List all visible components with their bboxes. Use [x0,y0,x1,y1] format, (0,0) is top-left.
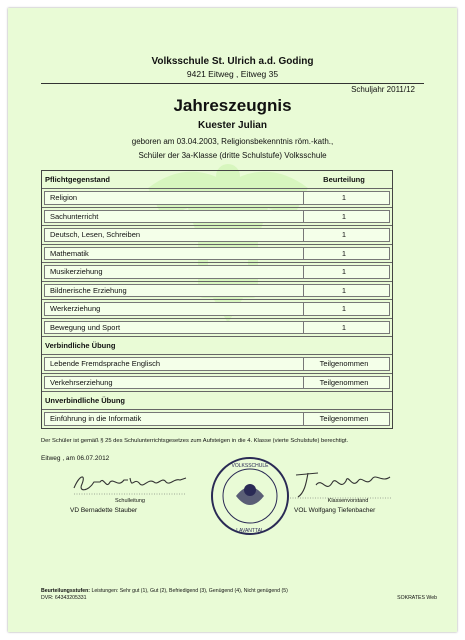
certificate-sheet [8,8,457,632]
subject-name: Religion [50,193,78,202]
grade-column-header: Beurteilung [323,175,365,184]
svg-text:VOLKSSCHULE: VOLKSSCHULE [231,463,269,469]
subject-name: Bewegung und Sport [50,322,121,332]
class-line: Schüler der 3a-Klasse (dritte Schulstufe) Volksschule [138,151,327,160]
class-teacher-signature [286,463,396,503]
exercise-result: Teilgenommen [319,359,369,368]
nonbinding-section-title: Unverbindliche Übung [45,396,126,405]
grading-scale-label: Beurteilungsstufen: [41,588,90,594]
subject-grade: 1 [341,304,347,313]
exercise-result: Teilgenommen [319,414,369,423]
table-row [42,409,392,428]
svg-text:LAVANTTAL: LAVANTTAL [236,528,264,534]
exercise-name: Einführung in die Informatik [50,414,142,423]
subject-name: Mathematik [50,248,89,258]
table-row [42,318,392,337]
grades-header-row [42,171,392,188]
school-seal [206,452,294,540]
exercise-name: Lebende Fremdsprache Englisch [50,359,161,368]
table-row [42,299,392,318]
grading-scale-text: Leistungen: Sehr gut (1), Gut (2), Befriedigend (3), Genügend (4), Nicht genügend (5) [91,588,288,594]
table-row [42,281,392,300]
subject-grade: 1 [341,248,347,258]
subject-name: Sachunterricht [50,211,99,221]
subject-name: Werkerziehung [50,304,101,313]
table-row [42,262,392,281]
class-teacher-name: VOL Wolfgang Tiefenbacher [294,507,376,514]
subject-grade: 1 [341,322,347,332]
subject-grade: 1 [341,285,347,295]
subject-grade: 1 [341,211,347,221]
binding-section-title: Verbindliche Übung [45,341,116,350]
table-row [42,373,392,392]
school-name: Volksschule St. Ulrich a.d. Goding [151,56,314,67]
student-name: Kuester Julian [198,120,267,131]
principal-role: Schulleitung [115,498,145,504]
binding-section-header [42,336,392,354]
place-date: Eitweg , am 06.07.2012 [41,455,110,462]
table-row [42,188,392,207]
table-row [42,207,392,226]
principal-signature [70,470,190,498]
table-row [42,244,392,263]
subject-grade: 1 [341,193,347,202]
header-divider [41,83,424,84]
subject-column-header: Pflichtgegenstand [45,175,111,184]
school-year: Schuljahr 2011/12 [351,85,415,94]
subject-grade: 1 [341,267,347,276]
exercise-name: Verkehrserziehung [50,377,113,387]
grading-scale [41,588,437,595]
subject-name: Deutsch, Lesen, Schreiben [50,230,141,239]
grades-table [41,170,393,429]
exercise-result: Teilgenommen [319,377,369,387]
table-row [42,354,392,373]
school-address: 9421 Eitweg , Eitweg 35 [186,69,279,79]
dvr-number: DVR: 64343205331 [41,595,87,601]
certificate-title: Jahreszeugnis [173,96,292,115]
principal-name: VD Bernadette Stauber [70,507,138,514]
birth-line: geboren am 03.04.2003, Religionsbekenntnis röm.-kath., [131,137,334,146]
class-teacher-role: Klassenvorstand [327,498,369,504]
table-row [42,225,392,244]
promotion-note: Der Schüler ist gemäß § 25 des Schulunterrichtsgesetzes zum Aufsteigen in die 4. Klasse (vierte Schulstufe) berechtigt. [41,438,349,444]
subject-name: Bildnerische Erziehung [50,285,127,295]
software-label: SOKRATES Web [397,595,437,601]
subject-name: Musikerziehung [50,267,103,276]
subject-grade: 1 [341,230,347,239]
nonbinding-section-header [42,391,392,409]
footer [41,588,437,602]
